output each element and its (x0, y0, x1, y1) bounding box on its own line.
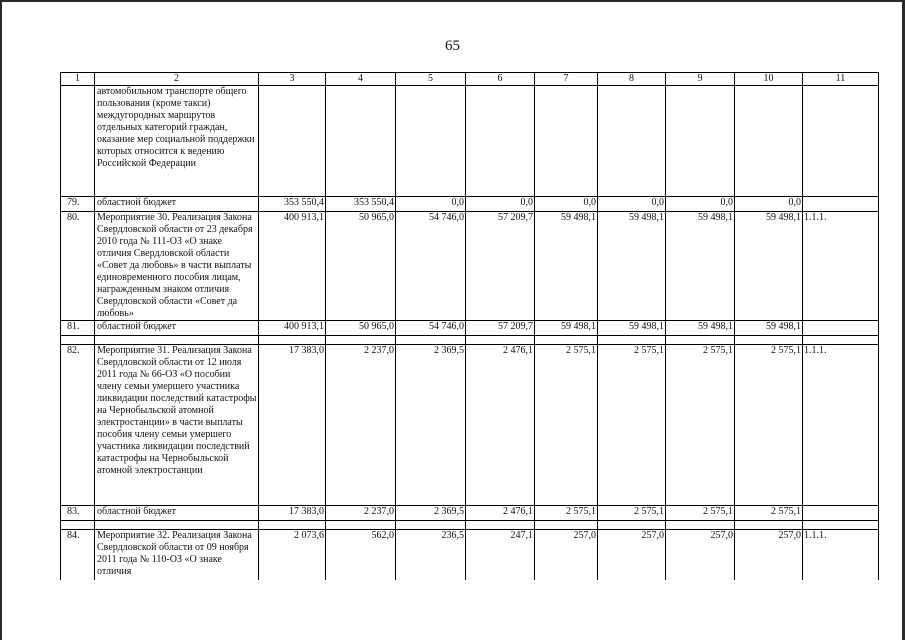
spacer-cell (598, 336, 666, 345)
row-number: 82. (61, 345, 95, 506)
amount-cell (735, 86, 803, 197)
amount-cell: 17 383,0 (259, 345, 326, 506)
amount-cell: 17 383,0 (259, 506, 326, 521)
spacer-cell (735, 521, 803, 530)
amount-cell: 353 550,4 (326, 197, 396, 212)
table-row (61, 530, 879, 581)
amount-cell: 2 237,0 (326, 345, 396, 506)
spacer-cell (535, 336, 598, 345)
row-description: областной бюджет (95, 197, 259, 212)
col-header: 11 (803, 73, 879, 86)
row-number: 84. (61, 530, 95, 581)
amount-cell: 50 965,0 (326, 321, 396, 336)
amount-cell: 50 965,0 (326, 212, 396, 321)
col-header: 3 (259, 73, 326, 86)
row-description: автомобильном транспорте общего пользования (кроме такси) междугородных маршрутов отдельных категорий граждан, оказание мер социальной поддержки которых относится к ведению Российской Федерации (95, 86, 259, 197)
amount-cell: 2 237,0 (326, 506, 396, 521)
spacer-cell (466, 521, 535, 530)
amount-cell: 2 575,1 (735, 506, 803, 521)
amount-cell (535, 86, 598, 197)
spacer-cell (598, 521, 666, 530)
amount-cell (598, 86, 666, 197)
row-number: 80. (61, 212, 95, 321)
spacer-cell (61, 521, 95, 530)
col-header: 1 (61, 73, 95, 86)
table-row (61, 197, 879, 212)
amount-cell: 59 498,1 (735, 212, 803, 321)
row-description: Мероприятие 32. Реализация Закона Свердловской области от 09 ноября 2011 года № 110-ОЗ «О знаке отличия (95, 530, 259, 581)
amount-cell: 59 498,1 (666, 321, 735, 336)
amount-cell: 0,0 (535, 197, 598, 212)
spacer-cell (666, 521, 735, 530)
spacer-row (61, 336, 879, 345)
amount-cell: 57 209,7 (466, 321, 535, 336)
row-number: 83. (61, 506, 95, 521)
spacer-cell (466, 336, 535, 345)
amount-cell: 2 369,5 (396, 506, 466, 521)
spacer-cell (95, 521, 259, 530)
amount-cell: 59 498,1 (598, 212, 666, 321)
amount-cell: 2 476,1 (466, 506, 535, 521)
amount-cell: 2 369,5 (396, 345, 466, 506)
amount-cell: 0,0 (666, 197, 735, 212)
row-number: 79. (61, 197, 95, 212)
spacer-cell (535, 521, 598, 530)
row-number (61, 86, 95, 197)
col-header: 10 (735, 73, 803, 86)
amount-cell: 2 575,1 (666, 506, 735, 521)
spacer-cell (666, 336, 735, 345)
amount-cell: 59 498,1 (535, 321, 598, 336)
amount-cell: 0,0 (598, 197, 666, 212)
amount-cell: 257,0 (666, 530, 735, 581)
spacer-cell (326, 336, 396, 345)
amount-cell: 2 073,6 (259, 530, 326, 581)
spacer-cell (396, 336, 466, 345)
spacer-cell (803, 521, 879, 530)
spacer-cell (61, 336, 95, 345)
amount-cell: 400 913,1 (259, 321, 326, 336)
col-header: 2 (95, 73, 259, 86)
amount-cell: 236,5 (396, 530, 466, 581)
amount-cell (466, 86, 535, 197)
scan-border-top (0, 0, 905, 2)
row-description: Мероприятие 30. Реализация Закона Свердловской области от 23 декабря 2010 года № 111-ОЗ «О знаке отличия Свердловской области «Совет да любовь» в части выплаты единовременного пособия лицам, награжденным знаком отличия Свердловской области «Совет да любовь» (95, 212, 259, 321)
row-description: Мероприятие 31. Реализация Закона Свердловской области от 12 июля 2011 года № 66-ОЗ «О пособии члену семьи умершего участника ликвидации последствий катастрофы на Чернобыльской атомной электростанции» в части выплаты пособия члену семьи умершего участника ликвидации последствий катастрофы на Чернобыльской атомной электростанции (95, 345, 259, 506)
amount-cell: 59 498,1 (666, 212, 735, 321)
amount-cell (396, 86, 466, 197)
col-header: 5 (396, 73, 466, 86)
amount-cell: 400 913,1 (259, 212, 326, 321)
spacer-cell (259, 521, 326, 530)
program-reference: 1.1.1. (803, 530, 879, 581)
table-row (61, 321, 879, 336)
amount-cell: 54 746,0 (396, 212, 466, 321)
spacer-row (61, 521, 879, 530)
amount-cell: 2 476,1 (466, 345, 535, 506)
row-description: областной бюджет (95, 321, 259, 336)
amount-cell: 562,0 (326, 530, 396, 581)
col-header: 4 (326, 73, 396, 86)
amount-cell: 54 746,0 (396, 321, 466, 336)
col-header: 8 (598, 73, 666, 86)
amount-cell (326, 86, 396, 197)
header-row (61, 73, 879, 86)
program-reference: 1.1.1. (803, 345, 879, 506)
spacer-cell (95, 336, 259, 345)
amount-cell: 2 575,1 (535, 506, 598, 521)
amount-cell: 257,0 (535, 530, 598, 581)
program-reference: 1.1.1. (803, 212, 879, 321)
amount-cell: 353 550,4 (259, 197, 326, 212)
amount-cell: 257,0 (735, 530, 803, 581)
page-number: 65 (445, 38, 460, 54)
amount-cell: 2 575,1 (535, 345, 598, 506)
amount-cell: 2 575,1 (598, 506, 666, 521)
amount-cell: 0,0 (735, 197, 803, 212)
amount-cell: 2 575,1 (666, 345, 735, 506)
col-header: 7 (535, 73, 598, 86)
amount-cell: 59 498,1 (598, 321, 666, 336)
col-header: 6 (466, 73, 535, 86)
program-reference (803, 197, 879, 212)
amount-cell: 247,1 (466, 530, 535, 581)
amount-cell (666, 86, 735, 197)
amount-cell: 0,0 (396, 197, 466, 212)
amount-cell: 59 498,1 (535, 212, 598, 321)
spacer-cell (735, 336, 803, 345)
table-row (61, 506, 879, 521)
program-reference (803, 321, 879, 336)
scan-border-left (0, 0, 2, 640)
amount-cell: 57 209,7 (466, 212, 535, 321)
row-number: 81. (61, 321, 95, 336)
budget-table (60, 72, 879, 580)
amount-cell: 59 498,1 (735, 321, 803, 336)
spacer-cell (396, 521, 466, 530)
program-reference (803, 506, 879, 521)
row-description: областной бюджет (95, 506, 259, 521)
program-reference (803, 86, 879, 197)
table-row (61, 212, 879, 321)
col-header: 9 (666, 73, 735, 86)
amount-cell (259, 86, 326, 197)
table-row (61, 345, 879, 506)
spacer-cell (259, 336, 326, 345)
spacer-cell (803, 336, 879, 345)
amount-cell: 2 575,1 (735, 345, 803, 506)
amount-cell: 257,0 (598, 530, 666, 581)
spacer-cell (326, 521, 396, 530)
amount-cell: 2 575,1 (598, 345, 666, 506)
table-row (61, 86, 879, 197)
amount-cell: 0,0 (466, 197, 535, 212)
